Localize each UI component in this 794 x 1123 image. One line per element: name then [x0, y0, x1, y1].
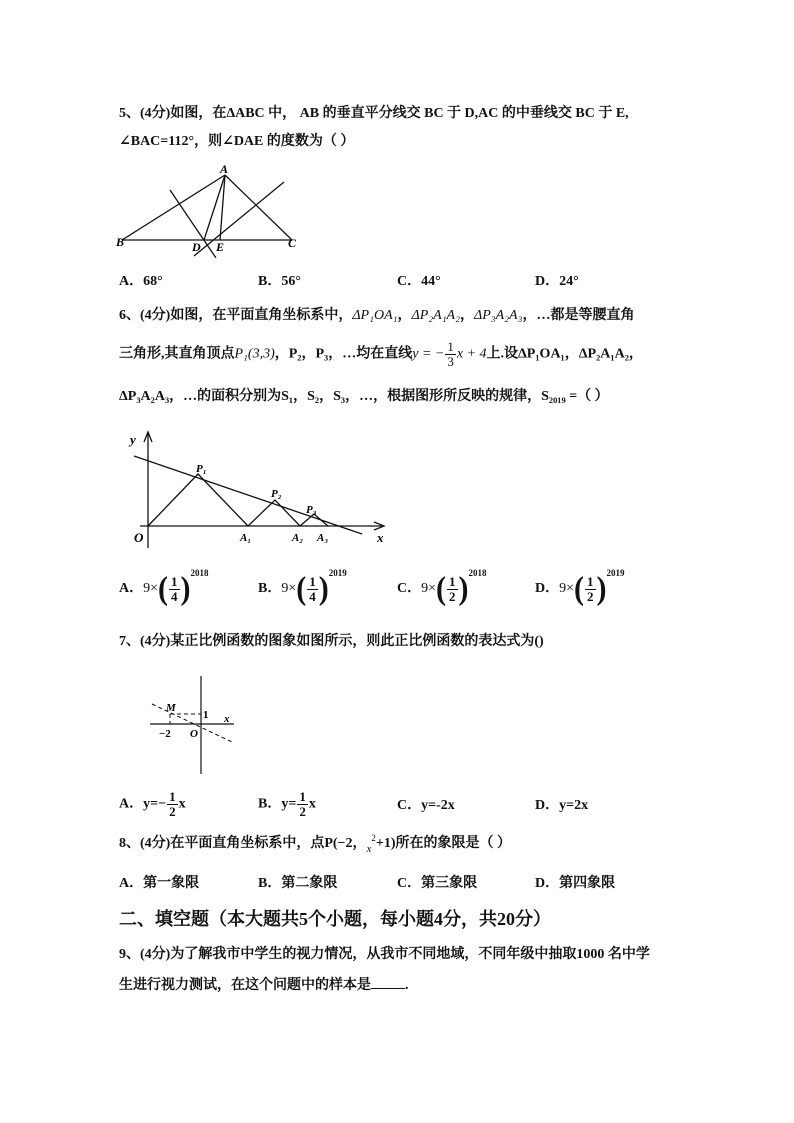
q8-exponent: 2 — [371, 833, 376, 843]
q5-option-d[interactable] — [535, 270, 579, 290]
q7-label-m: M — [166, 702, 176, 714]
q5-label-D: D — [192, 240, 201, 254]
fraction-numerator: 1 — [299, 789, 306, 804]
q7-label-neg2: −2 — [159, 728, 171, 740]
q9-line2 — [119, 974, 409, 996]
q6-l1-post: ，…都是等腰直角 — [522, 308, 635, 323]
q7-option-b[interactable] — [258, 790, 316, 819]
q5-label-A: A — [220, 162, 229, 176]
option-pre: y= — [281, 796, 297, 812]
q8-option-a[interactable] — [119, 872, 199, 892]
q8-option-d[interactable] — [535, 872, 615, 892]
fraction-denominator: 4 — [171, 588, 178, 604]
q8-pre: 8、(4分)在平面直角坐标系中，点P(−2， — [119, 836, 367, 851]
q7-option-c[interactable] — [397, 794, 455, 814]
option-letter: C． — [397, 798, 422, 813]
option-base: 9× — [559, 581, 575, 597]
q8-option-b[interactable] — [258, 872, 337, 892]
option-text: 44° — [421, 274, 441, 289]
option-letter: B． — [258, 581, 282, 597]
option-text: y=2x — [559, 798, 589, 813]
option-letter: C． — [397, 876, 422, 891]
q6-option-a[interactable]: A．9×( $\frac{1}{4}$ )$^{2018}$ — [119, 568, 209, 607]
fraction-denominator: 2 — [299, 804, 306, 819]
q6-label-p1: P₁ — [196, 463, 207, 475]
q8-post: +1)所在的象限是（ ） — [375, 836, 512, 851]
option-base: 9× — [281, 581, 297, 597]
q5-label-C: C — [288, 236, 297, 250]
q6-triangle-3: ΔP₃A₂A₃ — [473, 308, 523, 323]
q8-x: x — [366, 843, 372, 855]
q6-l2-mid: P₂，P₃，…均在直线 — [288, 346, 413, 362]
q6-label-o: O — [134, 530, 144, 545]
q8-line1 — [119, 834, 511, 854]
q6-p1-coord: P₁(3,3) — [234, 346, 275, 362]
q7-label-x: x — [224, 713, 230, 725]
option-base: 9× — [421, 581, 437, 597]
q6-line1: 6、(4分)如图，在平面直角坐标系中，ΔP₁OA₁，ΔP₂A₁A₂，ΔP₃A₂A₃，…都是等腰直角 — [119, 308, 635, 323]
fraction-denominator: 2 — [449, 588, 456, 604]
q6-option-c[interactable]: C．9×( $\frac{1}{2}$ )$^{2018}$ — [397, 568, 487, 607]
option-base: 9× — [143, 581, 159, 597]
option-letter: D． — [535, 581, 560, 597]
q6-l2-post: 上.设ΔP₁OA₁，ΔP₂A₁A₂， — [486, 346, 643, 362]
option-letter: C． — [397, 274, 422, 289]
fraction-numerator: 1 — [587, 573, 594, 589]
fraction-numerator: 1 — [169, 789, 176, 804]
option-letter: D． — [535, 798, 560, 813]
q6-eq-fraction — [445, 340, 456, 369]
option-text: 第一象限 — [143, 876, 200, 891]
option-exponent: 2018 — [468, 568, 487, 578]
option-letter: A． — [119, 581, 144, 597]
q6-line3: ΔP₃A₂A₃，…的面积分别为S₁，S₂，S₃，…，根据图形所反映的规律，S₂₀₁₉ =（ ） — [119, 389, 609, 404]
option-exponent: 2019 — [328, 568, 347, 578]
q6-label-a2: A₂ — [292, 532, 304, 544]
q9-post: . — [405, 978, 409, 993]
option-post: x — [308, 796, 316, 812]
q5-option-b[interactable] — [258, 270, 301, 290]
q6-option-b[interactable]: B．9×( $\frac{1}{4}$ )$^{2019}$ — [258, 568, 347, 607]
q7-option-d[interactable] — [535, 794, 588, 814]
q6-l1-pre: 6、(4分)如图，在平面直角坐标系中， — [119, 308, 353, 323]
option-text: 第二象限 — [281, 876, 338, 891]
option-letter: A． — [119, 274, 144, 289]
q7-label-one: 1 — [203, 709, 209, 721]
q5-label-B: B — [116, 235, 125, 249]
q6-l2-pre: 三角形,其直角顶点 — [119, 346, 235, 362]
q6-label-a1: A₁ — [240, 532, 252, 544]
option-text: 第三象限 — [421, 876, 478, 891]
q6-label-p3: P₃ — [306, 504, 317, 516]
q7-option-a[interactable] — [119, 790, 186, 819]
q7-graph-figure — [146, 674, 242, 776]
option-letter: B． — [258, 274, 282, 289]
option-letter: B． — [258, 876, 282, 891]
q6-coordinate-figure — [120, 426, 392, 556]
fraction-numerator: 1 — [309, 573, 316, 589]
answer-blank[interactable] — [371, 974, 405, 989]
q7-line1: 7、(4分)某正比例函数的图象如图所示，则此正比例函数的表达式为() — [119, 634, 544, 649]
fraction-denominator: 3 — [447, 354, 454, 369]
option-text: 68° — [143, 274, 163, 289]
fraction-numerator: 1 — [449, 573, 456, 589]
option-letter: A． — [119, 796, 144, 812]
option-pre: y=− — [143, 796, 167, 812]
q5-option-a[interactable] — [119, 270, 163, 290]
q5-line2: ∠BAC=112°，则∠DAE 的度数为（ ） — [119, 134, 355, 149]
section-title: 二、填空题（本大题共5个小题，每小题4分，共20分） — [119, 909, 551, 929]
q6-label-a3: A₃ — [317, 532, 329, 544]
fraction-numerator: 1 — [447, 339, 454, 354]
fraction-denominator: 2 — [169, 804, 176, 819]
option-letter: D． — [535, 876, 560, 891]
q5-option-c[interactable] — [397, 270, 441, 290]
option-text: 56° — [281, 274, 301, 289]
option-letter: B． — [258, 796, 282, 812]
option-text: 24° — [559, 274, 579, 289]
q6-triangle-1: ΔP₁OA₁ — [352, 308, 398, 323]
option-letter: C． — [397, 581, 422, 597]
q9-line1: 9、(4分)为了解我市中学生的视力情况，从我市不同地域，不同年级中抽取1000 名中学 — [119, 947, 650, 962]
q5-label-E: E — [216, 240, 225, 254]
fraction-denominator: 4 — [309, 588, 316, 604]
q6-eq-post: x + 4 — [456, 346, 487, 362]
fraction-denominator: 2 — [587, 588, 594, 604]
q8-option-c[interactable] — [397, 872, 477, 892]
q7-label-o: O — [190, 728, 198, 740]
option-letter: A． — [119, 876, 144, 891]
q6-label-p2: P₂ — [271, 488, 282, 500]
q6-label-x: x — [377, 530, 384, 545]
q5-line1: 5、(4分)如图，在ΔABC 中， AB 的垂直平分线交 BC 于 D,AC 的中垂线交 BC 于 E, — [119, 106, 629, 121]
option-post: x — [178, 796, 186, 812]
q6-triangle-2: ΔP₂A₁A₂ — [411, 308, 460, 323]
option-text: y=-2x — [421, 798, 455, 813]
option-text: 第四象限 — [559, 876, 616, 891]
q6-line2: 三角形,其直角顶点P₁(3,3)，P₂，P₃，…均在直线y = − $\frac{1}{3}$ x + 4上.设ΔP₁OA₁，ΔP₂A₁A₂， — [119, 339, 643, 369]
q5-triangle-figure — [112, 160, 302, 258]
q9-pre: 生进行视力测试，在这个问题中的样本是 — [119, 978, 371, 993]
option-letter: D． — [535, 274, 560, 289]
q6-eq-pre: y = − — [412, 346, 445, 362]
q6-option-d[interactable]: D．9×( $\frac{1}{2}$ )$^{2019}$ — [535, 568, 625, 607]
q6-label-y: y — [130, 432, 136, 447]
fraction-numerator: 1 — [171, 573, 178, 589]
option-exponent: 2019 — [606, 568, 625, 578]
option-exponent: 2018 — [190, 568, 209, 578]
